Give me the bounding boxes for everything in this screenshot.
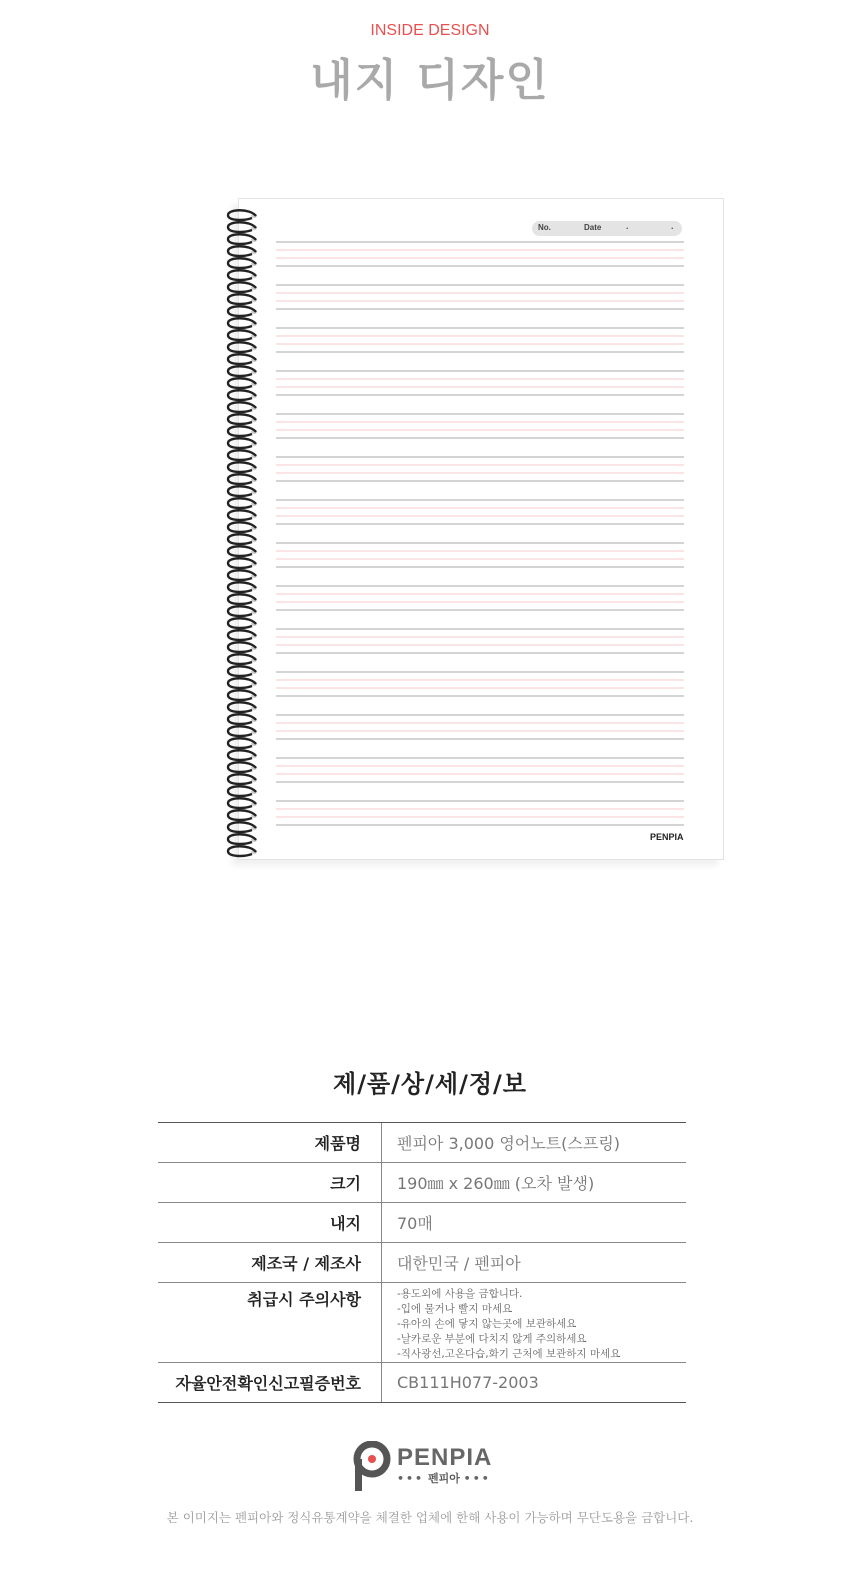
care-note: -입에 물거나 빨지 마세요 [397, 1303, 513, 1315]
row-label: 자율안전확인신고필증번호 [158, 1363, 382, 1402]
product-info-table [158, 1122, 686, 1403]
product-info-heading: 제/품/상/세/정/보 [333, 1070, 527, 1098]
row-value: 펜피아 3,000 영어노트(스프링) [397, 1134, 621, 1153]
date-label: Date [584, 223, 602, 232]
table-row [158, 1363, 686, 1403]
row-value: 대한민국 / 펜피아 [397, 1254, 521, 1273]
row-label: 내지 [158, 1203, 382, 1242]
table-row [158, 1203, 686, 1243]
row-label: 크기 [158, 1163, 382, 1202]
care-notes [382, 1283, 620, 1362]
row-value: CB111H077-2003 [397, 1373, 539, 1392]
table-row [158, 1123, 686, 1163]
row-label: 취급시 주의사항 [158, 1283, 382, 1362]
care-note: -날카로운 부분에 다치지 않게 주의하세요 [397, 1333, 587, 1345]
care-note: -직사광선,고온다습,화기 근처에 보관하지 마세요 [397, 1348, 621, 1360]
logo-dots-right: ••• [463, 1472, 491, 1485]
ruled-lines [276, 238, 684, 838]
logo-korean: 펜피아 [427, 1472, 460, 1485]
section-subtitle: INSIDE DESIGN [370, 22, 490, 39]
table-row [158, 1243, 686, 1283]
row-value: 70매 [397, 1214, 433, 1233]
section-title: 내지 디자인 [310, 55, 550, 106]
table-row [158, 1163, 686, 1203]
date-separators: . . [626, 221, 694, 231]
row-label: 제조국 / 제조사 [158, 1243, 382, 1282]
logo-dots-left: ••• [397, 1472, 425, 1485]
row-value: 190㎜ x 260㎜ (오차 발생) [397, 1174, 595, 1193]
logo-text: PENPIA [397, 1444, 493, 1471]
logo-subtext [397, 1470, 491, 1486]
no-label: No. [538, 223, 551, 232]
row-label: 제품명 [158, 1123, 382, 1162]
table-row [158, 1283, 686, 1363]
notebook-brand: PENPIA [650, 832, 684, 842]
penpia-logo-icon [352, 1441, 392, 1491]
care-note: -유아의 손에 닿지 않는곳에 보관하세요 [397, 1318, 577, 1330]
care-note: -용도외에 사용을 금합니다. [397, 1288, 523, 1300]
usage-notice: 본 이미지는 펜피아와 정식유통계약을 체결한 업체에 한해 사용이 가능하며 무단도용을 금합니다. [166, 1510, 694, 1525]
spiral-binding [222, 206, 266, 858]
